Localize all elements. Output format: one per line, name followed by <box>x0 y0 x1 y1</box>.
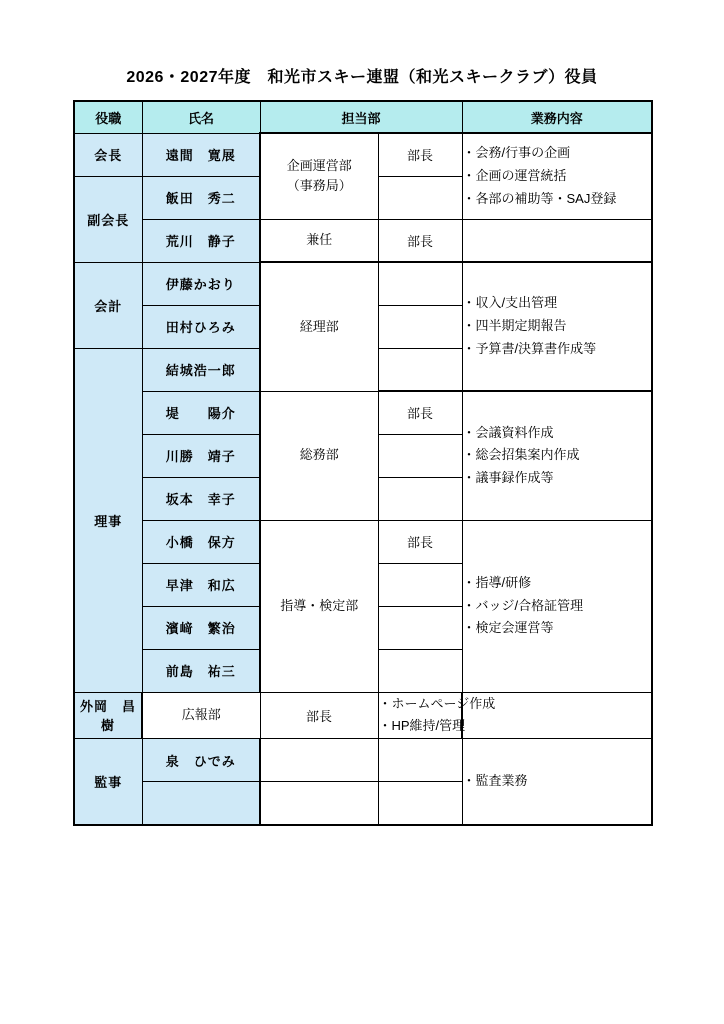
post-cell <box>378 782 462 826</box>
role-auditor: 監事 <box>74 739 142 826</box>
role-vice-chairman: 副会長 <box>74 176 142 262</box>
table-row <box>74 133 652 176</box>
name-cell: 泉 ひでみ <box>142 739 260 782</box>
dept-planning <box>260 133 378 219</box>
table-row <box>74 739 652 782</box>
post-cell <box>378 176 462 219</box>
name-cell: 外岡 昌樹 <box>74 692 142 739</box>
table-header <box>74 101 652 133</box>
duty-planning <box>462 133 652 219</box>
post-cell <box>378 305 462 348</box>
name-cell: 堤 陽介 <box>142 391 260 434</box>
table-row <box>74 391 652 434</box>
dept-blank <box>260 782 378 826</box>
header-dept: 担当部 <box>260 101 462 133</box>
post-cell <box>378 606 462 649</box>
name-cell: 小橋 保方 <box>142 520 260 563</box>
duty-instruction <box>462 520 652 692</box>
duty-line: ・会務/行事の企画 <box>462 145 571 161</box>
post-cell: 部長 <box>378 133 462 176</box>
duty-line: ・四半期定期報告 <box>462 318 567 334</box>
name-cell: 遠間 寛展 <box>142 133 260 176</box>
table-row <box>74 262 652 305</box>
post-cell: 部長 <box>378 520 462 563</box>
name-cell: 早津 和広 <box>142 563 260 606</box>
duty-line: ・予算書/決算書作成等 <box>462 340 597 356</box>
name-cell: 飯田 秀二 <box>142 176 260 219</box>
duty-line: ・HP維持/管理 <box>378 718 466 734</box>
name-cell: 前島 祐三 <box>142 649 260 692</box>
dept-accounting: 経理部 <box>260 262 378 391</box>
dept-general-affairs: 総務部 <box>260 391 378 520</box>
post-cell <box>378 477 462 520</box>
officers-table <box>73 100 653 826</box>
duty-line: ・ホームページ作成 <box>378 695 496 711</box>
table-body <box>74 133 652 825</box>
duty-concurrent <box>462 219 652 262</box>
dept-blank <box>260 739 378 782</box>
header-duty: 業務内容 <box>462 101 652 133</box>
dept-instruction: 指導・検定部 <box>260 520 378 692</box>
name-cell: 川勝 靖子 <box>142 434 260 477</box>
duty-general-affairs <box>462 391 652 520</box>
table-header-row <box>74 101 652 133</box>
duty-line: ・企画の運営統括 <box>462 167 567 183</box>
page-title: 2026・2027年度 和光市スキー連盟（和光スキークラブ）役員 <box>126 69 598 86</box>
header-role: 役職 <box>74 101 142 133</box>
duty-line: ・各部の補助等・SAJ登録 <box>462 190 617 206</box>
dept-pr: 広報部 <box>142 692 260 739</box>
duty-line: ・監査業務 <box>462 773 528 789</box>
post-cell: 部長 <box>378 391 462 434</box>
table-row <box>74 520 652 563</box>
duty-line: ・会議資料作成 <box>462 424 554 440</box>
duty-line: ・検定会運営等 <box>462 620 554 636</box>
dept-concurrent: 兼任 <box>260 219 378 262</box>
duty-line: ・バッジ/合格証管理 <box>462 597 584 613</box>
duty-line: ・議事録作成等 <box>462 470 554 486</box>
name-cell: 濱﨑 繁治 <box>142 606 260 649</box>
post-cell: 部長 <box>378 219 462 262</box>
name-cell: 田村ひろみ <box>142 305 260 348</box>
dept-planning-line2: （事務局） <box>286 178 352 194</box>
post-cell <box>378 434 462 477</box>
post-cell: 部長 <box>260 692 378 739</box>
post-cell <box>378 262 462 305</box>
duty-line: ・指導/研修 <box>462 574 532 590</box>
table-row <box>74 692 652 739</box>
name-cell: 結城浩一郎 <box>142 348 260 391</box>
post-cell <box>378 563 462 606</box>
name-cell: 荒川 静子 <box>142 219 260 262</box>
role-accounting: 会計 <box>74 262 142 348</box>
name-cell: 坂本 幸子 <box>142 477 260 520</box>
name-cell-blank <box>142 782 260 826</box>
table-row <box>74 219 652 262</box>
post-cell <box>378 739 462 782</box>
duty-pr <box>378 692 496 739</box>
dept-planning-line1: 企画運営部 <box>286 158 352 174</box>
duty-accounting <box>462 262 652 391</box>
officers-table-container <box>73 100 651 826</box>
role-director: 理事 <box>74 348 142 692</box>
duty-line: ・総会招集案内作成 <box>462 447 580 463</box>
duty-auditor <box>462 739 652 826</box>
name-cell: 伊藤かおり <box>142 262 260 305</box>
role-chairman: 会長 <box>74 133 142 176</box>
header-name: 氏名 <box>142 101 260 133</box>
post-cell <box>378 348 462 391</box>
duty-line: ・収入/支出管理 <box>462 295 558 311</box>
post-cell <box>378 649 462 692</box>
